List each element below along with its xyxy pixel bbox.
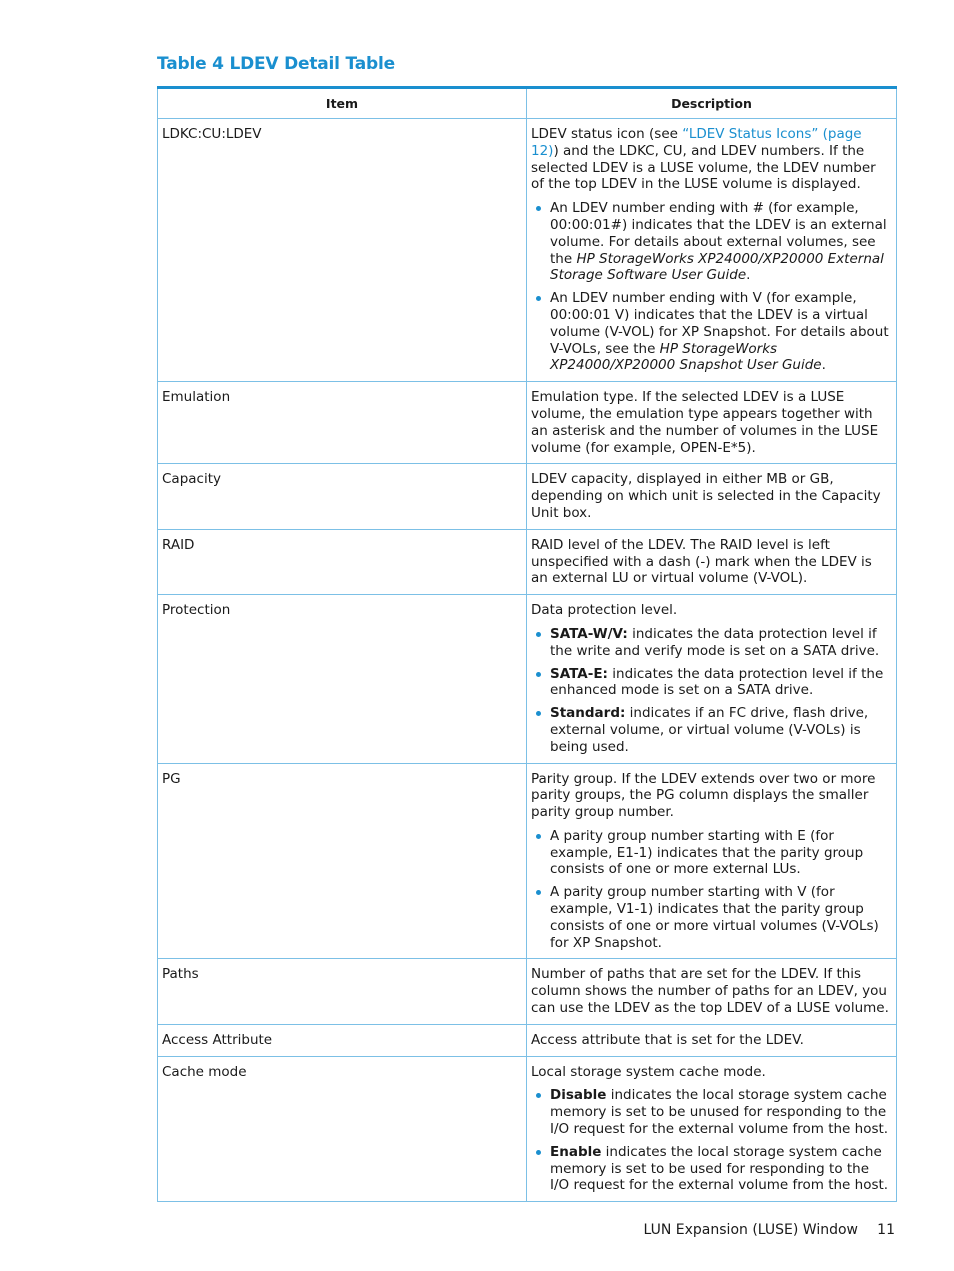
footer-title: LUN Expansion (LUSE) Window <box>643 1222 858 1238</box>
ldev-detail-table <box>157 86 897 1202</box>
bullet-label: Standard: <box>550 705 626 722</box>
row-description-access-attribute: Access attribute that is set for the LDEV. <box>527 1024 897 1056</box>
row-description-emulation: Emulation type. If the selected LDEV is a LUSE volume, the emulation type appears together with an asterisk and the number of volumes in the LUSE volume (for example, OPEN-E*5). <box>527 382 897 464</box>
column-header-description: Description <box>527 88 897 119</box>
bullet-label: SATA-E: <box>550 665 608 682</box>
guide-title: HP StorageWorks XP24000/XP20000 Snapshot User Guide <box>550 340 822 374</box>
row-description-ldkc <box>527 119 897 382</box>
bullet-text: An LDEV number ending with V (for example, 00:00:01 V) indicates that the LDEV is a virtual volume (V-VOL) for XP Snapshot. For details about V-VOLs, see the <box>550 290 889 357</box>
bullet-text: indicates the local storage system cache memory is set to be unused for responding to the I/O request for the external volume from the host. <box>550 1087 889 1138</box>
list-item <box>550 200 890 284</box>
bullet-label: Enable <box>550 1143 602 1160</box>
bullet-text: indicates the data protection level if the write and verify mode is set on a SATA drive. <box>550 625 880 659</box>
table-row <box>158 119 897 382</box>
row-description-paths: Number of paths that are set for the LDEV. If this column shows the number of paths for an LDEV, you can use the LDEV as the top LDEV of a LUSE volume. <box>527 959 897 1024</box>
desc-text: Local storage system cache mode. <box>531 1063 766 1080</box>
table-row <box>158 595 897 763</box>
table-caption: Table 4 LDEV Detail Table <box>157 54 395 74</box>
bullet-label: SATA-W/V: <box>550 625 628 642</box>
desc-text: Parity group. If the LDEV extends over two or more parity groups, the PG column displays the smaller parity group number. <box>531 770 876 821</box>
list-item: A parity group number starting with V (for example, V1-1) indicates that the parity group consists of one or more virtual volumes (V-VOLs) for XP Snapshot. <box>550 884 890 951</box>
table-row <box>158 464 897 529</box>
row-item-emulation: Emulation <box>158 382 527 464</box>
row-description-capacity: LDEV capacity, displayed in either MB or GB, depending on which unit is selected in the Capacity Unit box. <box>527 464 897 529</box>
list-item <box>550 666 890 700</box>
row-description-raid: RAID level of the LDEV. The RAID level is left unspecified with a dash (-) mark when the LDEV is an external LU or virtual volume (V-VOL). <box>527 529 897 594</box>
list-item <box>550 705 890 755</box>
table-header-row <box>158 88 897 119</box>
row-item-cache-mode: Cache mode <box>158 1056 527 1202</box>
desc-text: LDEV status icon (see <box>531 126 683 142</box>
table-row <box>158 959 897 1024</box>
row-item-pg: PG <box>158 763 527 959</box>
bullet-text: indicates the data protection level if the enhanced mode is set on a SATA drive. <box>550 665 884 699</box>
desc-text: ) and the LDKC, CU, and LDEV numbers. If the selected LDEV is a LUSE volume, the LDEV number of the top LDEV in the LUSE volume is displayed. <box>531 142 876 193</box>
row-description-pg <box>527 763 897 959</box>
list-item <box>550 1144 890 1194</box>
row-description-protection <box>527 595 897 763</box>
bullet-text: An LDEV number ending with # (for example, 00:00:01#) indicates that the LDEV is an external volume. For details about external volumes, see the <box>550 200 887 267</box>
row-item-raid: RAID <box>158 529 527 594</box>
table-row <box>158 763 897 959</box>
guide-title: HP StorageWorks XP24000/XP20000 External Storage Software User Guide <box>550 250 884 284</box>
table-row <box>158 529 897 594</box>
bullet-end: . <box>821 357 826 374</box>
list-item <box>550 290 890 374</box>
table-row <box>158 1056 897 1202</box>
row-description-cache-mode <box>527 1056 897 1202</box>
row-item-capacity: Capacity <box>158 464 527 529</box>
ldev-status-icons-link[interactable]: “LDEV Status Icons” (page 12) <box>531 126 862 159</box>
row-item-protection: Protection <box>158 595 527 763</box>
list-item <box>550 626 890 660</box>
bullet-text: indicates if an FC drive, flash drive, external volume, or virtual volume (V-VOLs) is being used. <box>550 705 869 755</box>
page-number: 11 <box>877 1222 895 1238</box>
table-row <box>158 1024 897 1056</box>
row-item-paths: Paths <box>158 959 527 1024</box>
bullet-end: . <box>746 267 751 284</box>
bullet-label: Disable <box>550 1087 607 1104</box>
row-item-ldkc: LDKC:CU:LDEV <box>158 119 527 382</box>
bullet-text: indicates the local storage system cache memory is set to be used for responding to the I/O request for the external volume from the host. <box>550 1143 889 1194</box>
list-item <box>550 1087 890 1137</box>
desc-text: Data protection level. <box>531 602 678 619</box>
table-row <box>158 382 897 464</box>
row-item-access-attribute: Access Attribute <box>158 1024 527 1056</box>
list-item: A parity group number starting with E (for example, E1-1) indicates that the parity group consists of one or more external LUs. <box>550 828 890 878</box>
column-header-item: Item <box>158 88 527 119</box>
